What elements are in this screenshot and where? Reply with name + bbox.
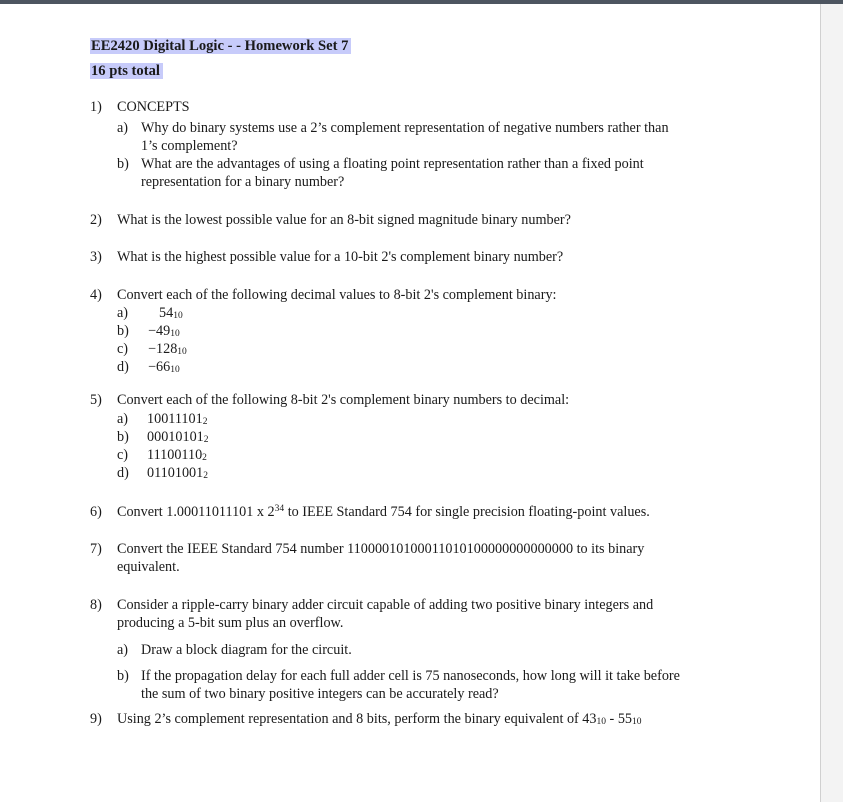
- question-number: 1): [90, 99, 102, 115]
- question-text: Convert each of the following decimal values to 8-bit 2's complement binary:: [117, 287, 557, 303]
- sub-text: Draw a block diagram for the circuit.: [141, 642, 352, 658]
- sub-label: a): [117, 411, 129, 427]
- question-number: 9): [90, 711, 102, 727]
- sub-label: b): [117, 156, 129, 172]
- sub-label: c): [117, 341, 129, 357]
- question-text: Convert the IEEE Standard 754 number 11000010100011010100000000000000 to its binary: [117, 541, 645, 557]
- decimal-value: $54_{10}$: [159, 305, 183, 321]
- sub-text: Why do binary systems use a 2’s complement representation of negative numbers rather than: [141, 120, 669, 136]
- binary-value: $00010101_2$: [147, 429, 209, 445]
- question-text: Using 2’s complement representation and 8 bits, perform the binary equivalent of $43_{10} - 55_{10}$: [117, 711, 642, 727]
- question-number: 8): [90, 597, 102, 613]
- decimal-value: $-49_{10}$: [148, 323, 180, 339]
- question-text: What is the highest possible value for a 10-bit 2's complement binary number?: [117, 249, 564, 265]
- sub-label: d): [117, 465, 129, 481]
- question-text-cont: producing a 5-bit sum plus an overflow.: [117, 615, 344, 631]
- question-number: 6): [90, 504, 102, 520]
- sub-label: a): [117, 305, 129, 321]
- sub-label: d): [117, 359, 129, 375]
- sub-text: representation for a binary number?: [141, 174, 345, 190]
- right-scroll-gutter[interactable]: [821, 4, 843, 802]
- sub-label: a): [117, 120, 129, 136]
- question-text: Convert 1.00011011101 x $2^{34}$ to IEEE Standard 754 for single precision floating-point values.: [117, 504, 650, 520]
- sub-text: What are the advantages of using a floating point representation rather than a fixed point: [141, 156, 644, 172]
- question-text: Convert each of the following 8-bit 2's complement binary numbers to decimal:: [117, 392, 570, 408]
- document-title: EE2420 Digital Logic - - Homework Set 7: [90, 37, 351, 55]
- binary-value: $10011101_2$: [147, 411, 208, 427]
- decimal-value: $-128_{10}$: [148, 341, 187, 357]
- question-number: 5): [90, 392, 102, 408]
- question-number: 2): [90, 212, 102, 228]
- question-text-cont: equivalent.: [117, 559, 180, 575]
- decimal-value: $-66_{10}$: [148, 359, 180, 375]
- sub-label: c): [117, 447, 129, 463]
- binary-value: $01101001_2$: [147, 465, 208, 481]
- sub-label: a): [117, 642, 129, 658]
- question-number: 7): [90, 541, 102, 557]
- sub-label: b): [117, 429, 129, 445]
- question-text: What is the lowest possible value for an 8-bit signed magnitude binary number?: [117, 212, 571, 228]
- points-total: 16 pts total: [90, 62, 163, 80]
- sub-label: b): [117, 668, 129, 684]
- sub-text: If the propagation delay for each full adder cell is 75 nanoseconds, how long will it take before: [141, 668, 680, 684]
- binary-value: $11100110_2$: [147, 447, 207, 463]
- question-text: CONCEPTS: [117, 99, 190, 115]
- sub-label: b): [117, 323, 129, 339]
- sub-text: the sum of two binary positive integers can be accurately read?: [141, 686, 499, 702]
- question-number: 3): [90, 249, 102, 265]
- sub-text: 1’s complement?: [141, 138, 238, 154]
- question-number: 4): [90, 287, 102, 303]
- question-text: Consider a ripple-carry binary adder circuit capable of adding two positive binary integers and: [117, 597, 654, 613]
